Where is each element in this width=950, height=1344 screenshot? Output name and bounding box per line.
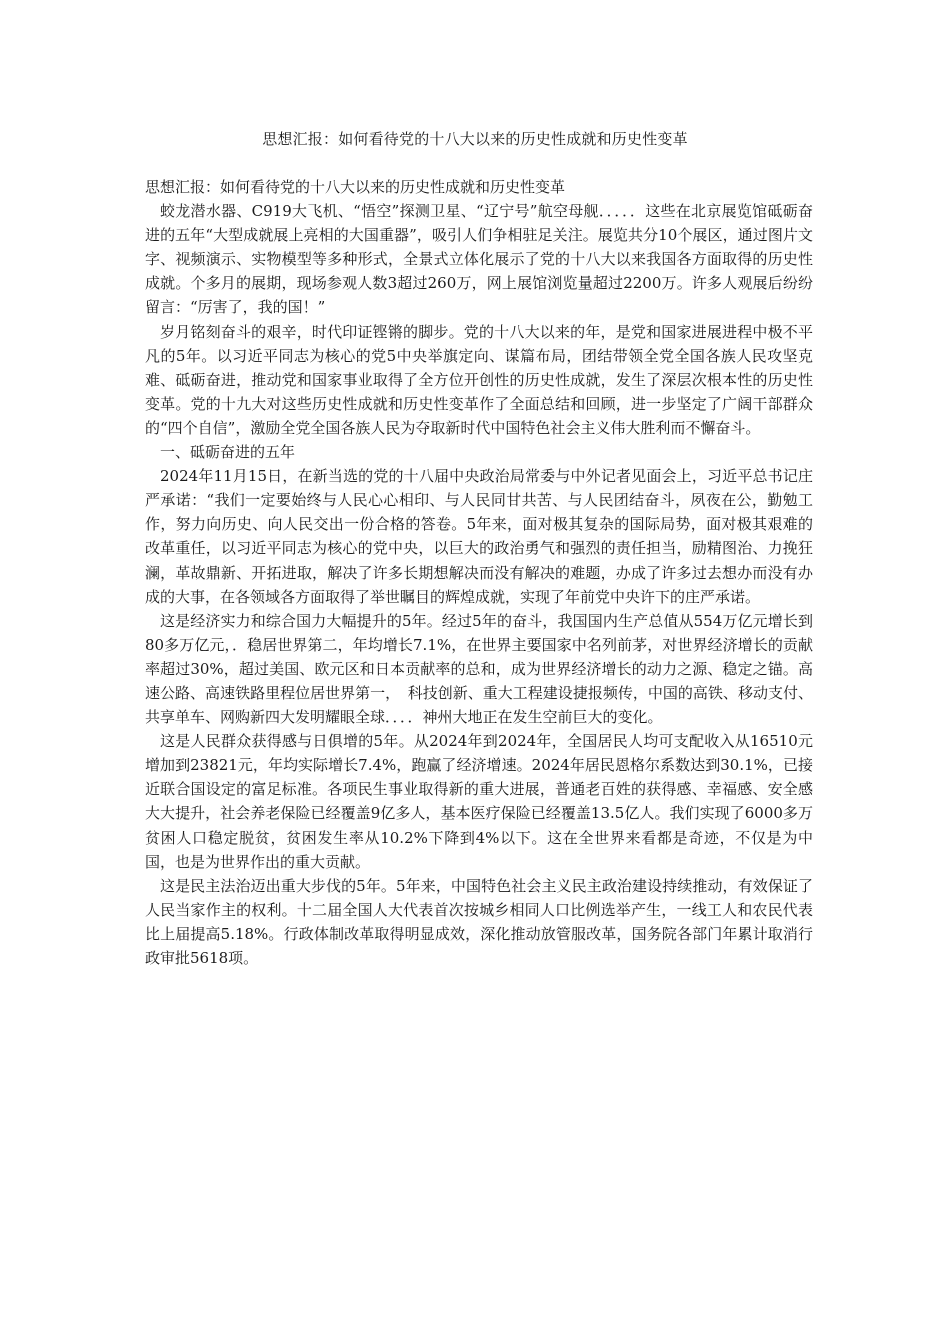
paragraph-democracy: 这是民主法治迈出重大步伐的5年。5年来，中国特色社会主义民主政治建设持续推动，有效保证了人民当家作主的权利。十二届全国人大代表首次按城乡相同人口比例选举产生，一线工人和农民代表比上届提高5.18%。行政体制改革取得明显成效，深化推动放管服改革，国务院各部门年累计取消行政审批5618项。 xyxy=(145,876,813,967)
paragraph-economy: 这是经济实力和综合国力大幅提升的5年。经过5年的奋斗，我国国内生产总值从554万亿元增长到80多万亿元，．稳居世界第二，年均增长7.1%，在世界主要国家中名列前茅，对世界经济增长的贡献率超过30%，超过美国、欧元区和日本贡献率的总和，成为世界经济增长的动力之源、稳定之锚。高速公路、高速铁路里程位居世界第一， 科技创新、重大工程建设捷报频传，中国的高铁、移动支付、共享单车、网购新四大发明耀眼全球．．．．神州大地正在发生空前巨大的变化。 xyxy=(145,611,813,727)
section-heading: 一、砥砺奋进的五年 xyxy=(160,443,296,462)
paragraph-promise: 2024年11月15日，在新当选的党的十八届中央政治局常委与中外记者见面会上，习近平总书记庄严承诺：“我们一定要始终与人民心心相印、与人民同甘共苦、与人民团结奋斗，夙夜在公，勤勉工作，努力向历史、向人民交出一份合格的答卷。5年来，面对极其复杂的国际局势，面对极其艰难的改革重任，以习近平同志为核心的党中央，以巨大的政治勇气和强烈的责任担当，励精图治、力挽狂澜，革故鼎新、开拓进取，解决了许多长期想解决而没有解决的难题，办成了许多过去想办而没有办成的大事，在各领域各方面取得了举世瞩目的辉煌成就，实现了年前党中央许下的庄严承诺。 xyxy=(145,467,813,606)
paragraph-overview: 岁月铭刻奋斗的艰辛，时代印证铿锵的脚步。党的十八大以来的年，是党和国家进展进程中极不平凡的5年。以习近平同志为核心的党5中央举旗定向、谋篇布局，团结带领全党全国各族人民攻坚克难、砥砺奋进，推动党和国家事业取得了全方位开创性的历史性成就，发生了深层次根本性的历史性变革。党的十九大对这些历史性成就和历史性变革作了全面总结和回顾，进一步坚定了广阔干部群众的“四个自信”，激励全党全国各族人民为夺取新时代中国特色社会主义伟大胜利而不懈奋斗。 xyxy=(145,322,813,437)
document-subtitle: 思想汇报：如何看待党的十八大以来的历史性成就和历史性变革 xyxy=(145,178,566,196)
document-title: 思想汇报：如何看待党的十八大以来的历史性成就和历史性变革 xyxy=(262,130,688,148)
paragraph-livelihood: 这是人民群众获得感与日俱增的5年。从2024年到2024年，全国居民人均可支配收入从16510元增加到23821元，年均实际增长7.4%，跑赢了经济增速。2024年居民恩格尔系数达到30.1%，已接近联合国设定的富足标准。各项民生事业取得新的重大进展，普通老百姓的获得感、幸福感、安全感大大提升，社会养老保险已经覆盖9亿多人，基本医疗保险已经覆盖13.5亿人。我们实现了6000多万贫困人口稳定脱贫，贫困发生率从10.2%下降到4%以下。这在全世界来看都是奇迹，不仅是为中国，也是为世界作出的重大贡献。 xyxy=(145,732,813,871)
document-body xyxy=(145,175,813,970)
paragraph-intro: 蛟龙潜水器、C919大飞机、“悟空”探测卫星、“辽宁号”航空母舰．．．．．这些在北京展览馆砥砺奋进的五年“大型成就展上亮相的大国重器”，吸引人们争相驻足关注。展览共分10个展区，通过图片文字、视频演示、实物模型等多种形式，全景式立体化展示了党的十八大以来我国各方面取得的历史性成就。个多月的展期，现场参观人数3超过260万，网上展馆浏览量超过2200万。许多人观展后纷纷留言：“厉害了，我的国！” xyxy=(145,202,813,317)
